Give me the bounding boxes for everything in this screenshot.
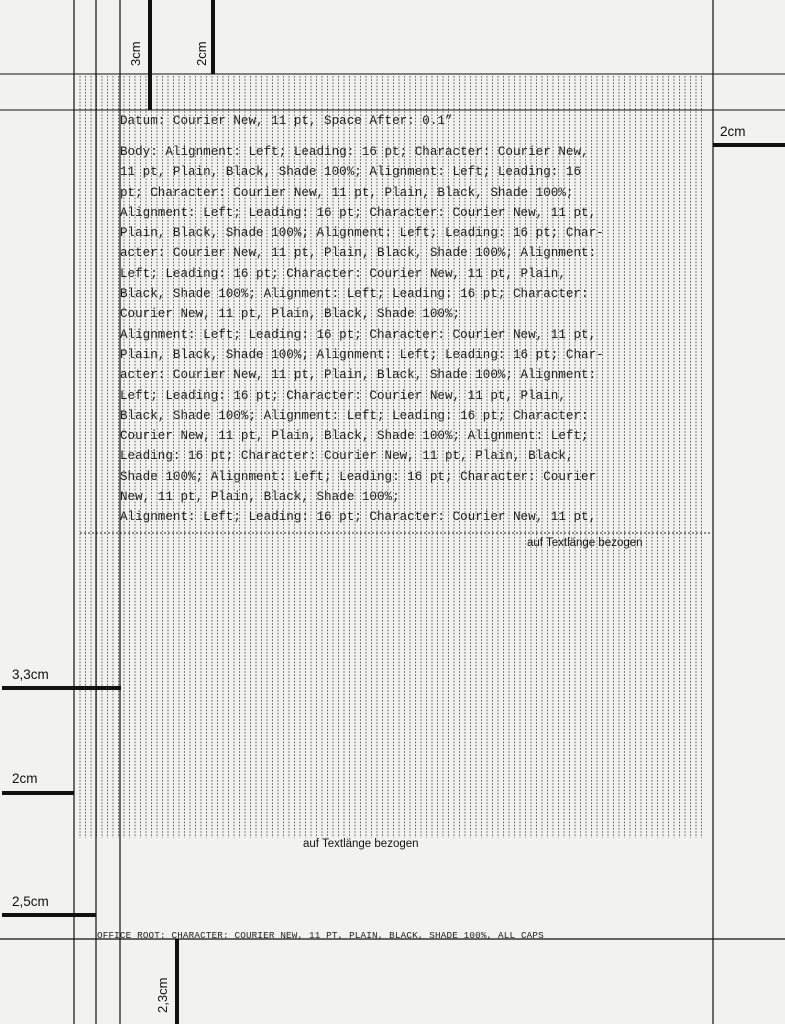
body-text-line: Body: Alignment: Left; Leading: 16 pt; Character: Courier New, bbox=[120, 145, 589, 159]
body-text-line: acter: Courier New, 11 pt, Plain, Black, Shade 100%; Alignment: bbox=[120, 368, 597, 383]
body-text-line: Left; Leading: 16 pt; Character: Courier New, 11 pt, Plain, bbox=[120, 266, 566, 281]
dimension-label-left-25: 2,5cm bbox=[12, 894, 49, 909]
body-text-line: Left; Leading: 16 pt; Character: Courier New, 11 pt, Plain, bbox=[120, 388, 566, 403]
dimension-label-top-right: 2cm bbox=[194, 41, 209, 66]
body-text-block bbox=[120, 142, 668, 528]
body-text-line: Plain, Black, Shade 100%; Alignment: Left; Leading: 16 pt; Char- bbox=[120, 226, 604, 241]
body-text-line: New, 11 pt, Plain, Black, Shade 100%; bbox=[120, 490, 400, 505]
note-text-length-lower: auf Textlänge bezogen bbox=[303, 838, 419, 850]
datum-style-line: Datum: Courier New, 11 pt, Space After: 0.1” bbox=[120, 114, 453, 128]
dimension-label-top-left: 3cm bbox=[128, 41, 143, 66]
body-text-line: pt; Character: Courier New, 11 pt, Plain, Black, Shade 100%; bbox=[120, 185, 574, 200]
body-text-line: Courier New, 11 pt, Plain, Black, Shade 100%; bbox=[120, 307, 461, 322]
office-root-style-line: OFFICE ROOT: CHARACTER: COURIER NEW, 11 PT, PLAIN, BLACK, SHADE 100%, ALL CAPS bbox=[97, 930, 544, 941]
body-text-line: Alignment: Left; Leading: 16 pt; Character: Courier New, 11 pt, bbox=[120, 205, 597, 220]
body-text-line: Courier New, 11 pt, Plain, Black, Shade 100%; Alignment: Left; bbox=[120, 429, 589, 444]
body-text-line: Black, Shade 100%; Alignment: Left; Leading: 16 pt; Character: bbox=[120, 287, 589, 302]
note-text-length-upper: auf Textlänge bezogen bbox=[527, 537, 643, 549]
body-text-line: Shade 100%; Alignment: Left; Leading: 16 pt; Character: Courier bbox=[120, 469, 597, 484]
body-text-line: Alignment: Left; Leading: 16 pt; Character: Courier New, 11 pt, bbox=[120, 327, 597, 342]
body-text-line: 11 pt, Plain, Black, Shade 100%; Alignment: Left; Leading: 16 bbox=[120, 165, 582, 180]
body-text-line: Leading: 16 pt; Character: Courier New, 11 pt, Plain, Black, bbox=[120, 449, 574, 464]
dimension-label-left-2: 2cm bbox=[12, 771, 38, 786]
body-text-line: acter: Courier New, 11 pt, Plain, Black, Shade 100%; Alignment: bbox=[120, 246, 597, 261]
body-text-line: Alignment: Left; Leading: 16 pt; Character: Courier New, 11 pt, bbox=[120, 510, 597, 525]
dimension-label-bottom: 2,3cm bbox=[155, 977, 170, 1013]
dimension-label-left-33: 3,3cm bbox=[12, 667, 49, 682]
dimension-label-right-side: 2cm bbox=[720, 124, 746, 139]
body-text-line: Black, Shade 100%; Alignment: Left; Leading: 16 pt; Character: bbox=[120, 408, 589, 423]
body-text-line: Plain, Black, Shade 100%; Alignment: Left; Leading: 16 pt; Char- bbox=[120, 347, 604, 362]
